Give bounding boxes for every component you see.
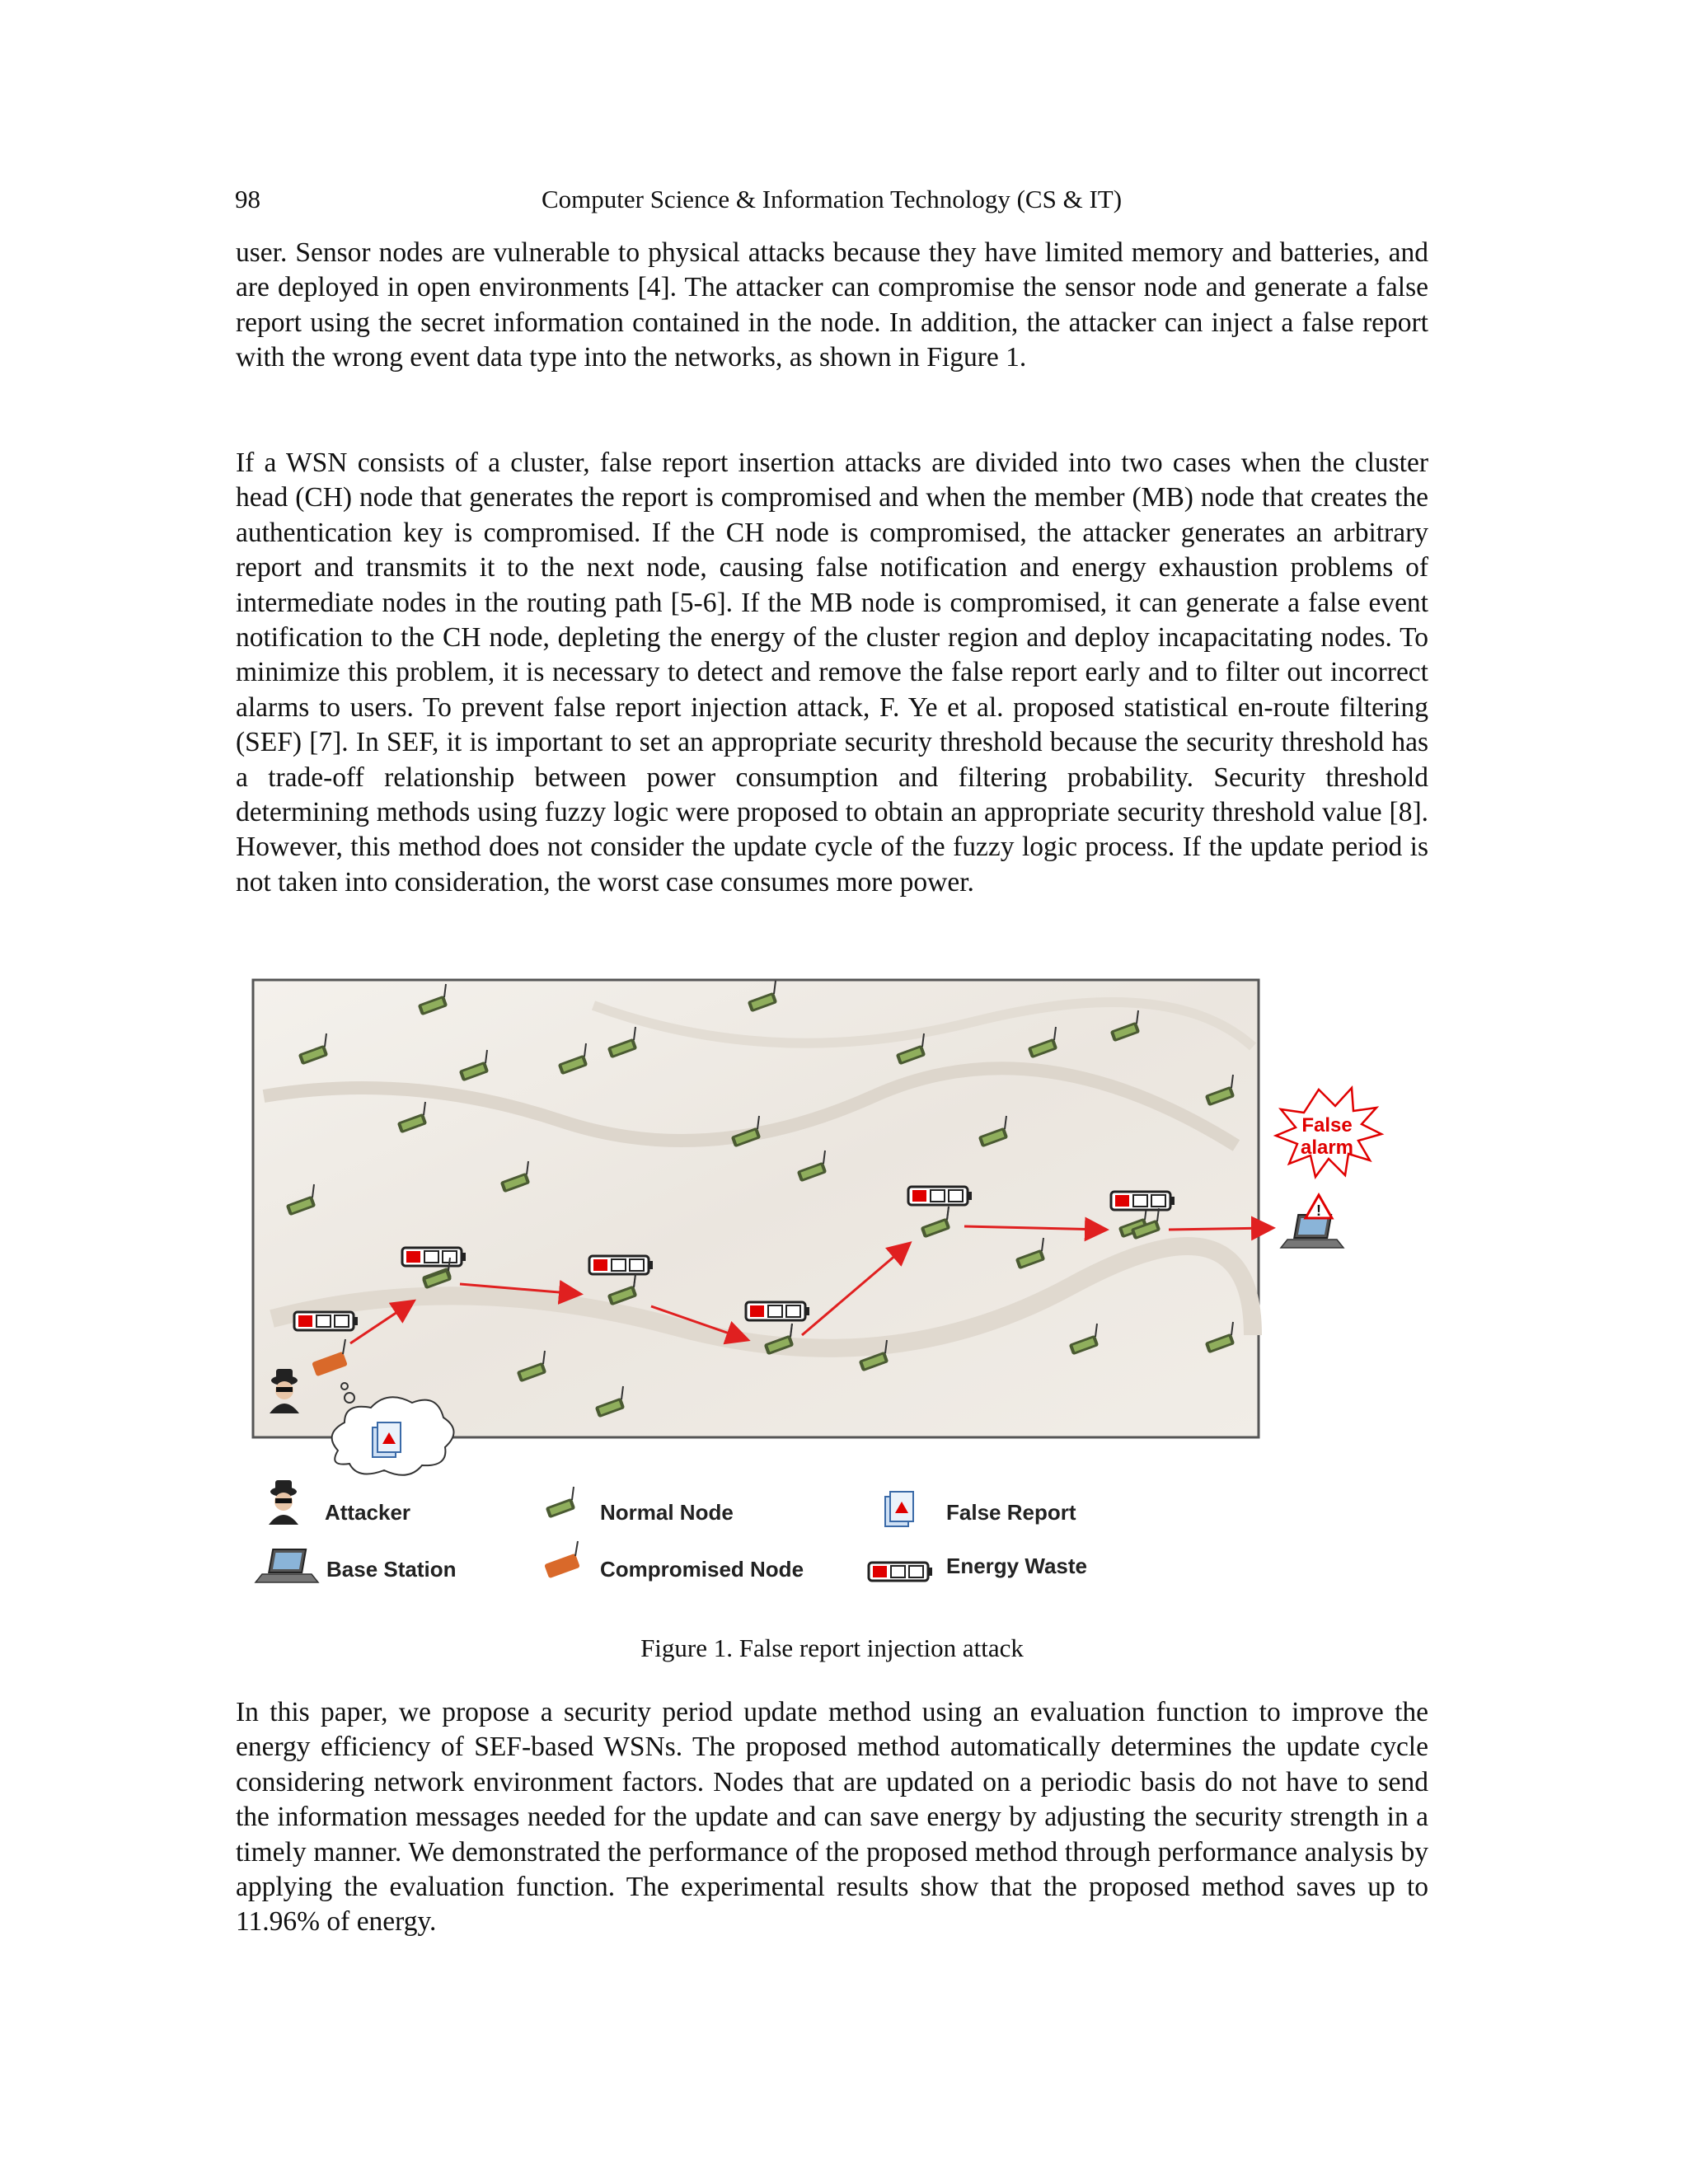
legend-base-station: Base Station (326, 1557, 457, 1582)
battery-icon (1111, 1192, 1175, 1210)
paragraph-1: user. Sensor nodes are vulnerable to physical attacks because they have limited memory and batteries, and are deployed in open environments [4]. The attacker can compromise the sensor node and generate a false report using the secret information contained in the node. In addition, the attacker can inject a false report with the wrong event data type into the networks, as shown in Figure 1. (236, 237, 1428, 373)
battery-icon (746, 1302, 809, 1320)
alarm-line-2: alarm (1300, 1137, 1354, 1159)
battery-icon (908, 1187, 972, 1205)
false-report-icon (373, 1422, 401, 1457)
legend-compromised-node: Compromised Node (600, 1557, 804, 1582)
battery-icon (294, 1312, 358, 1330)
battery-icon (402, 1248, 466, 1266)
legend-attacker: Attacker (325, 1500, 411, 1525)
journal-title: Computer Science & Information Technology (CS & IT) (541, 185, 1123, 213)
page-number: 98 (235, 185, 260, 213)
legend (256, 1480, 1087, 1582)
legend-energy-waste: Energy Waste (946, 1554, 1087, 1578)
figure-false-report-injection (247, 972, 1418, 1615)
legend-false-report: False Report (946, 1500, 1076, 1525)
page-header (235, 185, 1428, 221)
paragraph-2: If a WSN consists of a cluster, false report insertion attacks are divided into two cases when the cluster head (CH) node that generates the report is compromised and when the member (MB) node that creates the authentication key is compromised. If the CH node is compromised, the attacker generates an arbitrary report and transmits it to the next node, causing false notification and energy exhaustion problems of intermediate nodes in the routing path [5-6]. If the MB node is compromised, it can generate a false event notification to the CH node, depleting the energy of the cluster region and deploy incapacitating nodes. To minimize this problem, it is necessary to detect and remove the false report early and to filter out incorrect alarms to users. To prevent false report injection attack, F. Ye et al. proposed statistical en-route filtering (SEF) [7]. In SEF, it is important to set an appropriate security threshold because the security threshold has a trade-off relationship between power consumption and filtering probability. Security threshold determining methods using fuzzy logic were proposed to obtain an appropriate security threshold value [8]. However, this method does not consider the update cycle of the fuzzy logic process. If the update period is not taken into consideration, the worst case consumes more power. (236, 448, 1428, 898)
figure-caption: Figure 1. False report injection attack (640, 1633, 1024, 1662)
paragraph-3: In this paper, we propose a security period update method using an evaluation function to improve the energy efficiency of SEF-based WSNs. The proposed method automatically determines the update cycle considering network environment factors. Nodes that are updated on a periodic basis do not have to send the information messages needed for the update and can save energy by adjusting the security strength in a timely manner. We demonstrated the performance of the proposed method through performance analysis by applying the evaluation function. The experimental results show that the proposed method saves up to 11.96% of energy. (236, 1697, 1428, 1938)
legend-normal-node: Normal Node (600, 1500, 734, 1525)
alarm-line-1: False (1301, 1114, 1353, 1137)
battery-icon (589, 1256, 653, 1274)
base-station-icon (1281, 1215, 1343, 1248)
sensor-field (253, 980, 1259, 1437)
svg-text:!: ! (1316, 1202, 1321, 1219)
